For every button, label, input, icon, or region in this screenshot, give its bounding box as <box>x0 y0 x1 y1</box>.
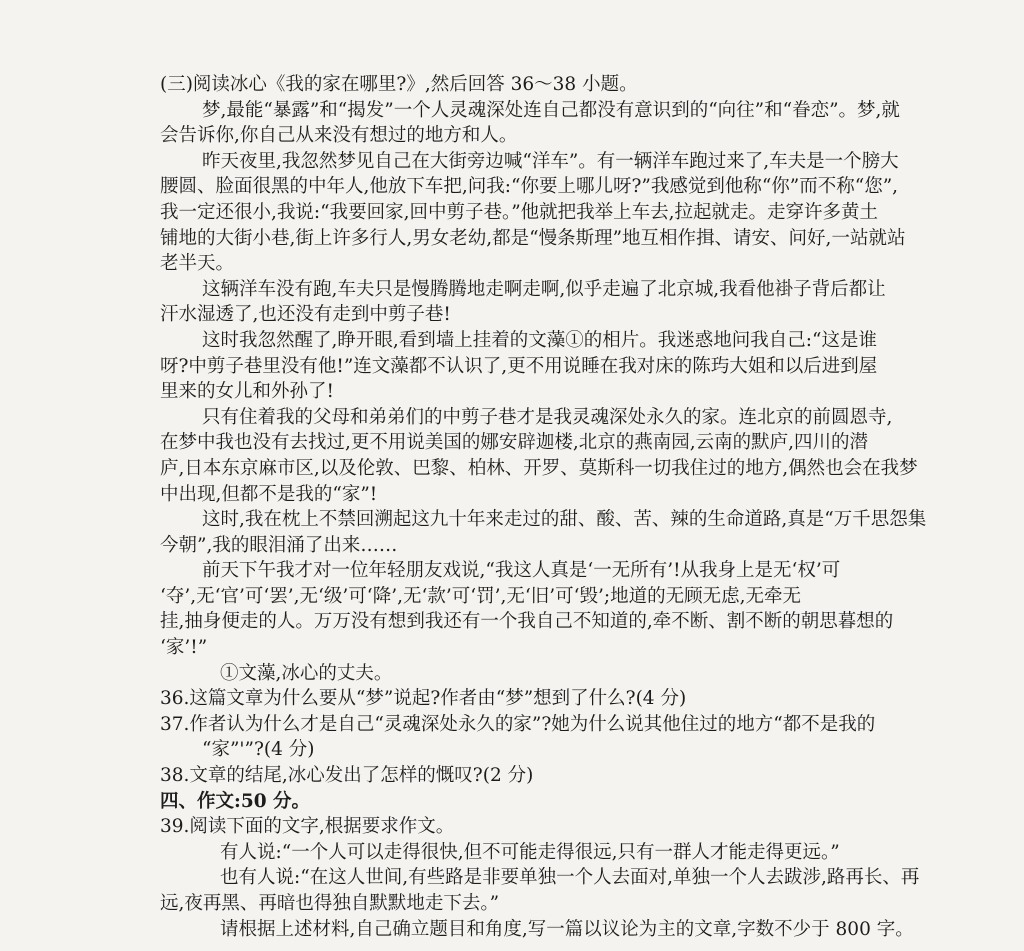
question-39-prompt: 39.阅读下面的文字,根据要求作文。 <box>160 816 455 838</box>
question-36: 36.这篇文章为什么要从“梦”说起?作者由“梦”想到了什么?(4 分) <box>160 688 687 710</box>
paragraph <box>160 507 975 558</box>
section4-heading: 四、作文:50 分。 <box>160 790 311 812</box>
material-line: 也有人说:“在这人世间,有些路是非要单独一个人去面对,单独一个人去跋涉,路再长、再 <box>220 867 920 889</box>
passage-line: 在梦中我也没有去找过,更不用说美国的娜安辟迦楼,北京的燕南园,云南的默庐,四川的潜 <box>160 432 869 454</box>
passage-line: 挂,抽身便走的人。万万没有想到我还有一个我自己不知道的,牵不断、割不断的朝思暮想的 <box>160 611 894 633</box>
material-line: 远,夜再黑、再暗也得独自默默地走下去。” <box>160 893 500 914</box>
passage <box>160 98 975 661</box>
paragraph <box>160 98 975 149</box>
passage-line: 里来的女儿和外孙了! <box>160 381 334 403</box>
paragraph <box>160 277 975 328</box>
question-37: 37.作者认为什么才是自己“灵魂深处永久的家”?她为什么说其他住过的地方“都不是我的 <box>160 713 876 735</box>
passage-line: ‘夺’,无‘官’可‘罢’,无‘级’可‘降’,无‘款’可‘罚’,无‘旧’可‘毁’;地道的无顾无虑,无牵无 <box>160 585 801 607</box>
passage-line: 庐,日本东京麻市区,以及伦敦、巴黎、柏林、开罗、莫斯科一切我住过的地方,偶然也会在我梦 <box>160 457 918 479</box>
footnote: ①文藻,冰心的丈夫。 <box>220 662 393 684</box>
questions <box>160 686 975 788</box>
paragraph <box>160 405 975 507</box>
paragraph <box>160 328 975 405</box>
passage-line: ‘家’!” <box>160 637 208 659</box>
passage-line: 中出现,但都不是我的“家”! <box>160 483 378 505</box>
passage-line: 呀?中剪子巷里没有他!”连文藻都不认识了,更不用说睡在我对床的陈玙大姐和以后进到屋 <box>160 355 878 377</box>
passage-line: 铺地的大街小巷,街上许多行人,男女老幼,都是“慢条斯理”地互相作揖、请安、问好,一站就站 <box>160 227 906 249</box>
passage-line: 老半天。 <box>160 253 235 275</box>
material-line: 有人说:“一个人可以走得很快,但不可能走得很远,只有一群人才能走得更远。” <box>220 841 840 863</box>
paragraph <box>160 558 975 660</box>
question-37-cont: “家”'”?(4 分) <box>202 739 315 761</box>
section3-heading: (三)阅读冰心《我的家在哪里?》,然后回答 36～38 小题。 <box>160 74 638 95</box>
passage-line: 会告诉你,你自己从来没有想过的地方和人。 <box>160 125 518 147</box>
passage-line: 汗水湿透了,也还没有走到中剪子巷! <box>160 304 451 326</box>
exam-page <box>160 72 975 942</box>
passage-line: 只有住着我的父母和弟弟们的中剪子巷才是我灵魂深处永久的家。连北京的前圆恩寺, <box>202 406 893 428</box>
question-38: 38.文章的结尾,冰心发出了怎样的慨叹?(2 分) <box>160 765 534 787</box>
passage-line: 昨天夜里,我忽然梦见自己在大街旁边喊“洋车”。有一辆洋车跑过来了,车夫是一个膀大 <box>202 150 899 172</box>
essay-instruction: 请根据上述材料,自己确立题目和角度,写一篇以议论为主的文章,字数不少于 800 字。 <box>220 918 914 940</box>
passage-line: 前天下午我才对一位年轻朋友戏说,“我这人真是‘一无所有’!从我身上是无‘权’可 <box>202 560 841 582</box>
passage-line: 今朝”,我的眼泪涌了出来…… <box>160 534 398 556</box>
passage-line: 这辆洋车没有跑,车夫只是慢腾腾地走啊走啊,似乎走遍了北京城,我看他褂子背后都让 <box>202 278 886 300</box>
passage-line: 腰圆、脸面很黑的中年人,他放下车把,问我:“你要上哪儿呀?”我感觉到他称“你”而不称“您”, <box>160 176 899 198</box>
paragraph <box>160 149 975 277</box>
passage-line: 这时,我在枕上不禁回溯起这九十年来走过的甜、酸、苦、辣的生命道路,真是“万千思怨集 <box>202 509 927 531</box>
passage-line: 我一定还很小,我说:“我要回家,回中剪子巷。”他就把我举上车去,拉起就走。走穿许多黄土 <box>160 201 879 223</box>
passage-line: 梦,最能“暴露”和“揭发”一个人灵魂深处连自己都没有意识到的“向往”和“眷恋”。梦,就 <box>202 99 900 121</box>
passage-line: 这时我忽然醒了,睁开眼,看到墙上挂着的文藻①的相片。我迷惑地问我自己:“这是谁 <box>202 329 877 351</box>
essay-material <box>160 840 975 942</box>
